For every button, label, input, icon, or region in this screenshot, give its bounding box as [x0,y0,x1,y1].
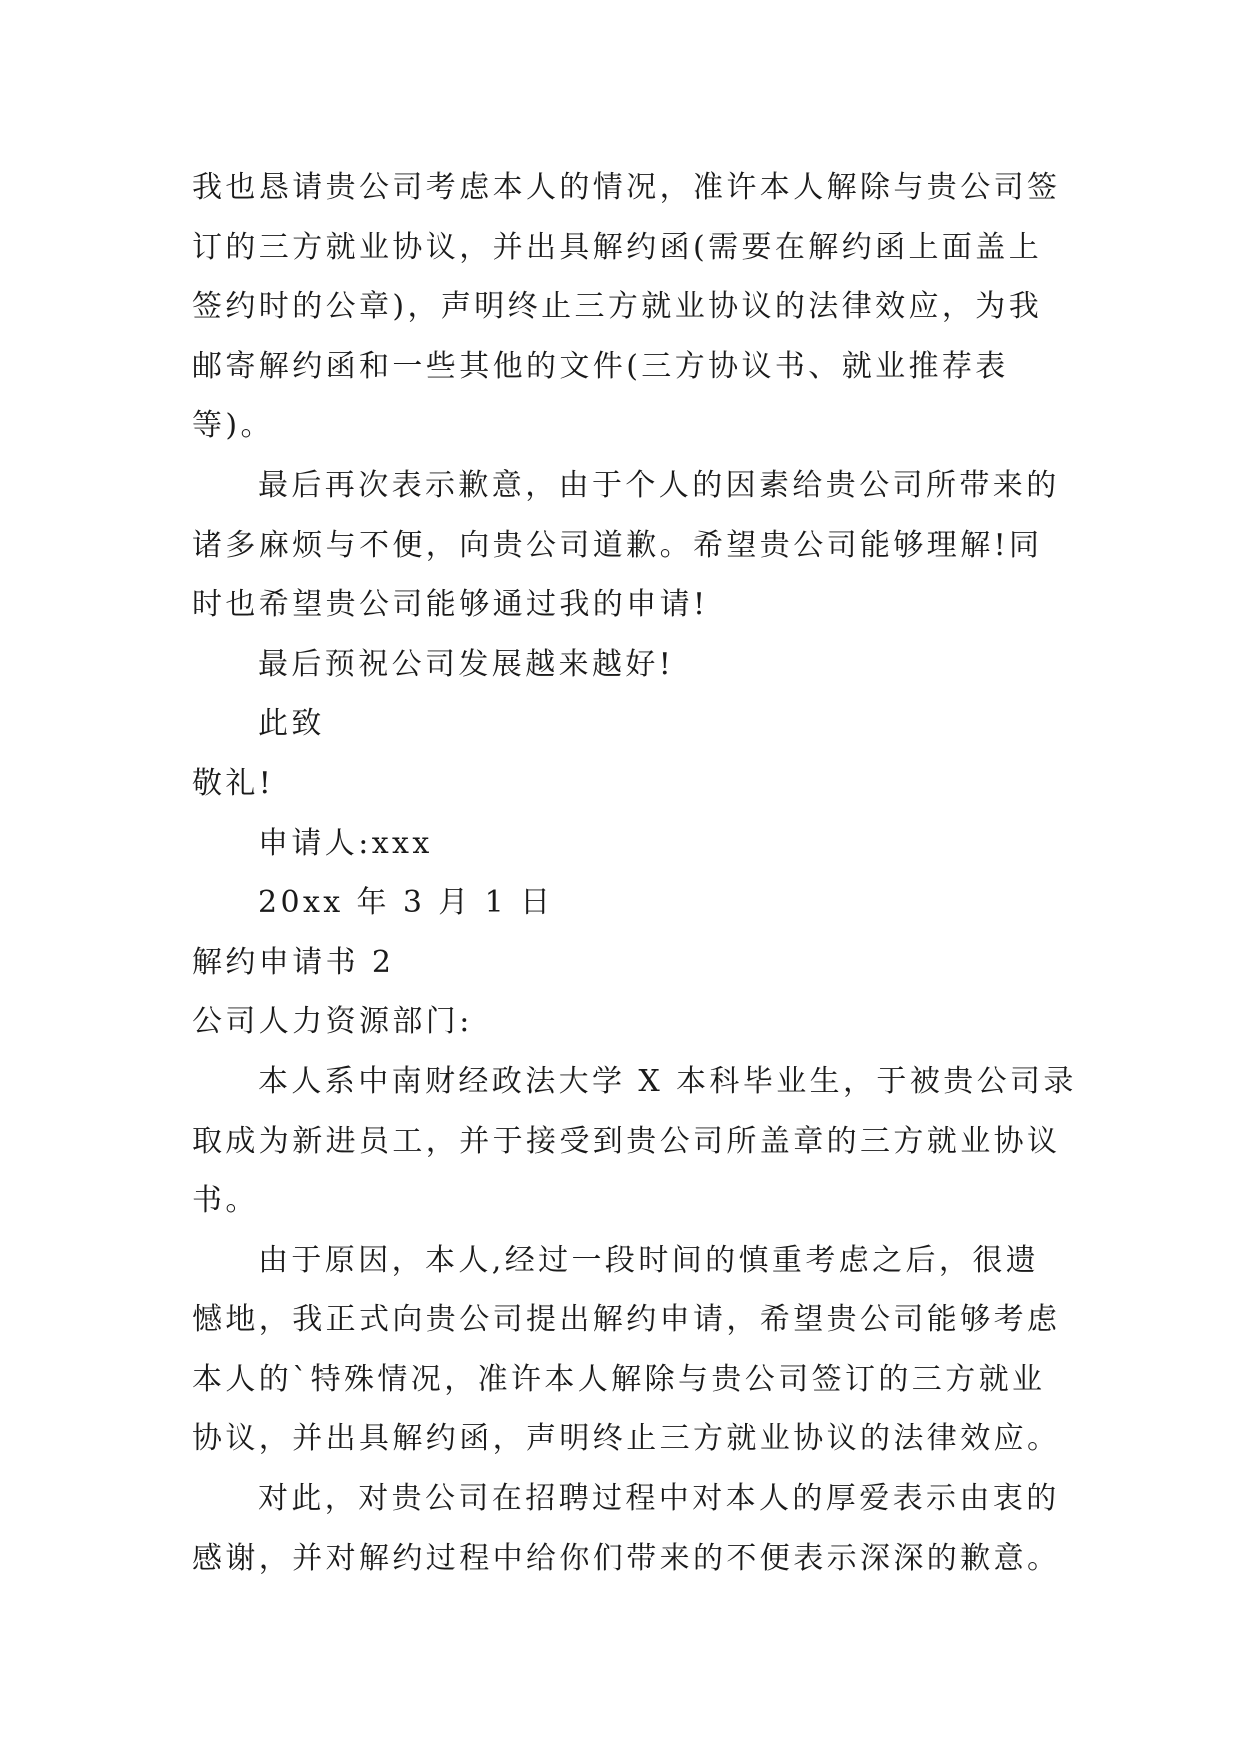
text-line: 本人系中南财经政法大学 X 本科毕业生，于被贵公司录 [258,1063,1077,1099]
text-line: 取成为新进员工，并于接受到贵公司所盖章的三方就业协议 [192,1123,1061,1159]
recipient-line: 公司人力资源部门: [192,1004,473,1040]
text-line: 诸多麻烦与不便，向贵公司道歉。希望贵公司能够理解!同 [192,527,1043,563]
section-heading: 解约申请书 2 [192,944,395,980]
letter-date: 20xx 年 3 月 1 日 [258,885,554,921]
text-line: 时也希望贵公司能够通过我的申请! [192,587,709,623]
text-line: 感谢，并对解约过程中给你们带来的不便表示深深的歉意。 [192,1540,1061,1576]
text-line: 邮寄解约函和一些其他的文件(三方协议书、就业推荐表 [192,348,1009,384]
text-line: 订的三方就业协议，并出具解约函(需要在解约函上面盖上 [192,229,1043,265]
text-line: 最后预祝公司发展越来越好! [258,646,675,682]
text-line: 对此，对贵公司在招聘过程中对本人的厚爱表示由衷的 [258,1481,1060,1517]
closing-phrase: 此致 [258,706,325,742]
text-line: 签约时的公章)，声明终止三方就业协议的法律效应，为我 [192,289,1043,325]
text-line: 书。 [192,1183,259,1219]
text-line: 憾地，我正式向贵公司提出解约申请，希望贵公司能够考虑 [192,1302,1061,1338]
text-line: 由于原因，本人,经过一段时间的慎重考虑之后，很遗 [258,1242,1040,1278]
document-body [192,158,1077,1588]
text-line: 最后再次表示歉意，由于个人的因素给贵公司所带来的 [258,467,1060,503]
text-line: 协议，并出具解约函，声明终止三方就业协议的法律效应。 [192,1421,1061,1457]
salutation: 敬礼! [192,765,275,801]
text-line: 等)。 [192,408,274,444]
text-line: 本人的`特殊情况，准许本人解除与贵公司签订的三方就业 [192,1361,1046,1397]
text-line: 我也恳请贵公司考虑本人的情况，准许本人解除与贵公司签 [192,170,1061,205]
applicant-signature: 申请人:xxx [258,825,433,861]
